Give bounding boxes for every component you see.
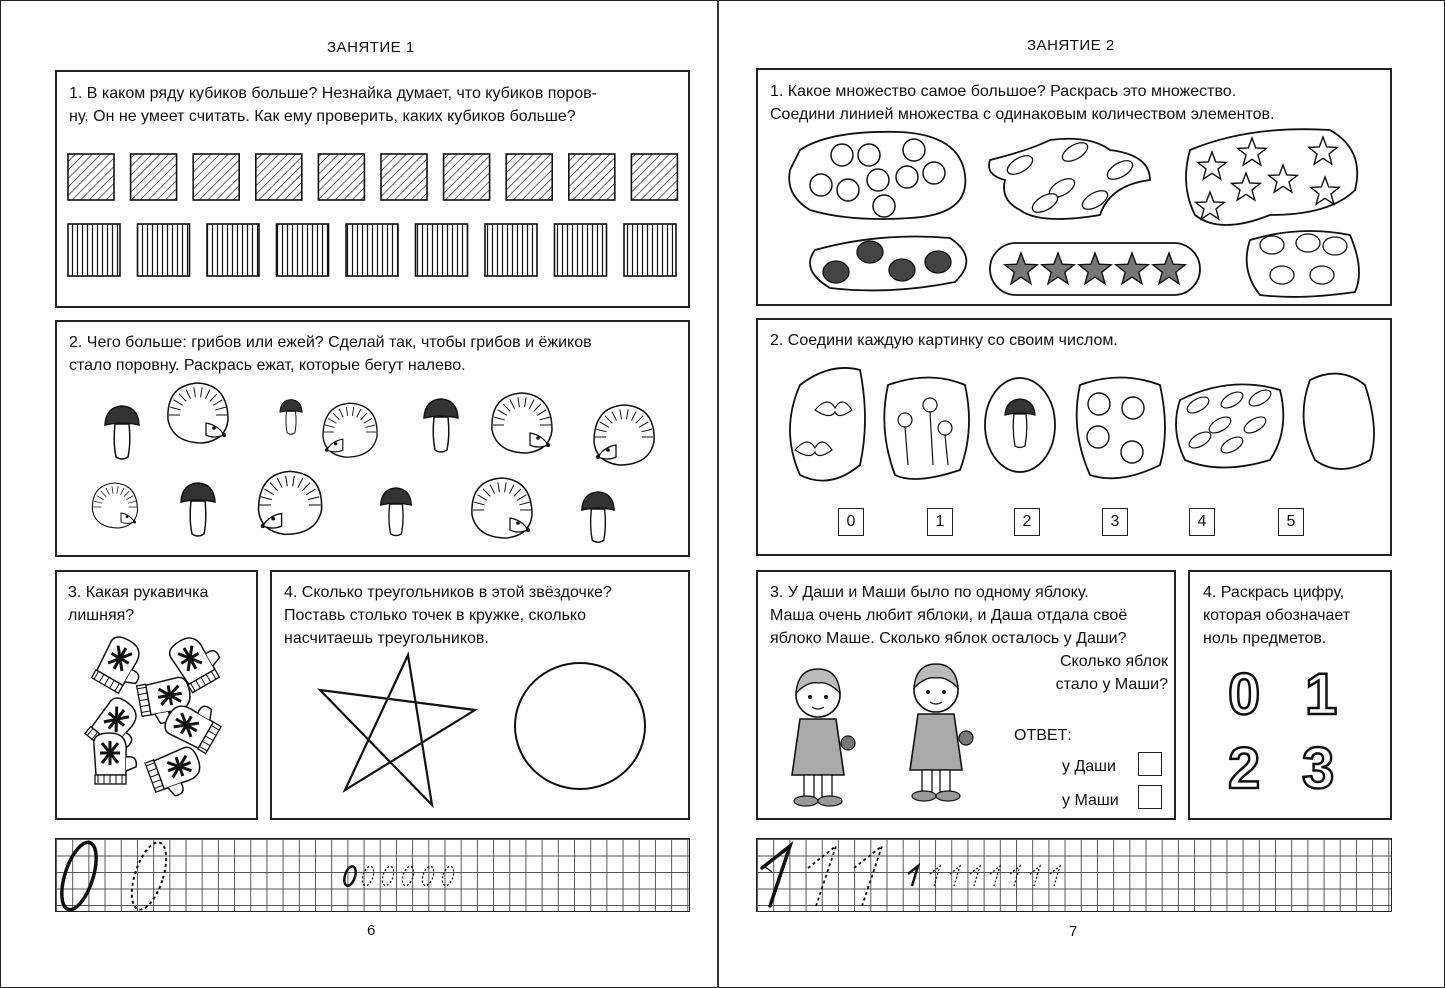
digit-1[interactable]: 1: [1305, 662, 1338, 727]
dotted-one: [990, 866, 1000, 886]
task3-line2: лишняя?: [68, 607, 135, 624]
page-number-left: 6: [367, 922, 376, 939]
number-box-1[interactable]: 1: [927, 508, 953, 536]
dotted-one: [930, 866, 940, 886]
r-task3-line5: стало у Маши?: [1055, 676, 1168, 693]
r-task3-line4: Сколько яблок: [1060, 653, 1168, 670]
dasha-label: у Даши: [1062, 758, 1116, 775]
task3-line1: 3. Какая рукавичка: [68, 584, 209, 601]
r-task4-line1: 4. Раскрась цифру,: [1203, 584, 1345, 601]
dotted-one: [1050, 866, 1060, 886]
r-task2-line1: 2. Соедини каждую картинку со своим числом.: [770, 332, 1118, 349]
r-task4-line3: ноль предметов.: [1203, 630, 1327, 647]
masha-label: у Маши: [1062, 792, 1119, 809]
number-box-5[interactable]: 5: [1278, 508, 1304, 536]
r-task3-line1: 3. У Даши и Маши было по одному яблоку.: [770, 584, 1089, 601]
dotted-one: [1030, 866, 1040, 886]
r-task1-line2: Соедини линией множества с одинаковым количеством элементов.: [770, 106, 1275, 123]
number-box-3[interactable]: 3: [1102, 508, 1128, 536]
dotted-one: [970, 866, 980, 886]
task2-line1: 2. Чего больше: грибов или ежей? Сделай так, чтобы грибов и ёжиков: [69, 334, 592, 351]
dotted-one: [950, 866, 960, 886]
digit-3[interactable]: 3: [1302, 736, 1335, 801]
answer-label: ОТВЕТ:: [1014, 727, 1072, 744]
r-task1-line1: 1. Какое множество самое большое? Раскрась это множество.: [770, 83, 1237, 100]
task4-line1: 4. Сколько треугольников в этой звёздочке?: [284, 584, 612, 601]
page-number-right: 7: [1069, 923, 1078, 940]
lesson-2-title: ЗАНЯТИЕ 2: [1027, 37, 1115, 54]
number-box-0[interactable]: 0: [838, 508, 864, 536]
r-task3-line3: яблоко Маше. Сколько яблок осталось у Даши?: [770, 630, 1127, 647]
task4-line3: насчитаешь треугольников.: [284, 630, 489, 647]
number-box-4[interactable]: 4: [1189, 508, 1215, 536]
dotted-one: [1010, 866, 1020, 886]
task4-line2: Поставь столько точек в кружке, сколько: [284, 607, 586, 624]
task1-line2: ну. Он не умеет считать. Как ему проверить, каких кубиков больше?: [69, 108, 576, 125]
lesson-1-title: ЗАНЯТИЕ 1: [327, 39, 415, 56]
digit-2[interactable]: 2: [1228, 736, 1261, 801]
number-box-2[interactable]: 2: [1014, 508, 1040, 536]
task2-line2: стало поровну. Раскрась ежат, которые бегут налево.: [69, 357, 466, 374]
r-task3-line2: Маша очень любит яблоки, и Даша отдала своё: [770, 607, 1128, 624]
digit-0[interactable]: 0: [1228, 662, 1261, 727]
r-task4-line2: которая обозначает: [1203, 607, 1351, 624]
task1-line1: 1. В каком ряду кубиков больше? Незнайка думает, что кубиков поров-: [69, 85, 597, 102]
